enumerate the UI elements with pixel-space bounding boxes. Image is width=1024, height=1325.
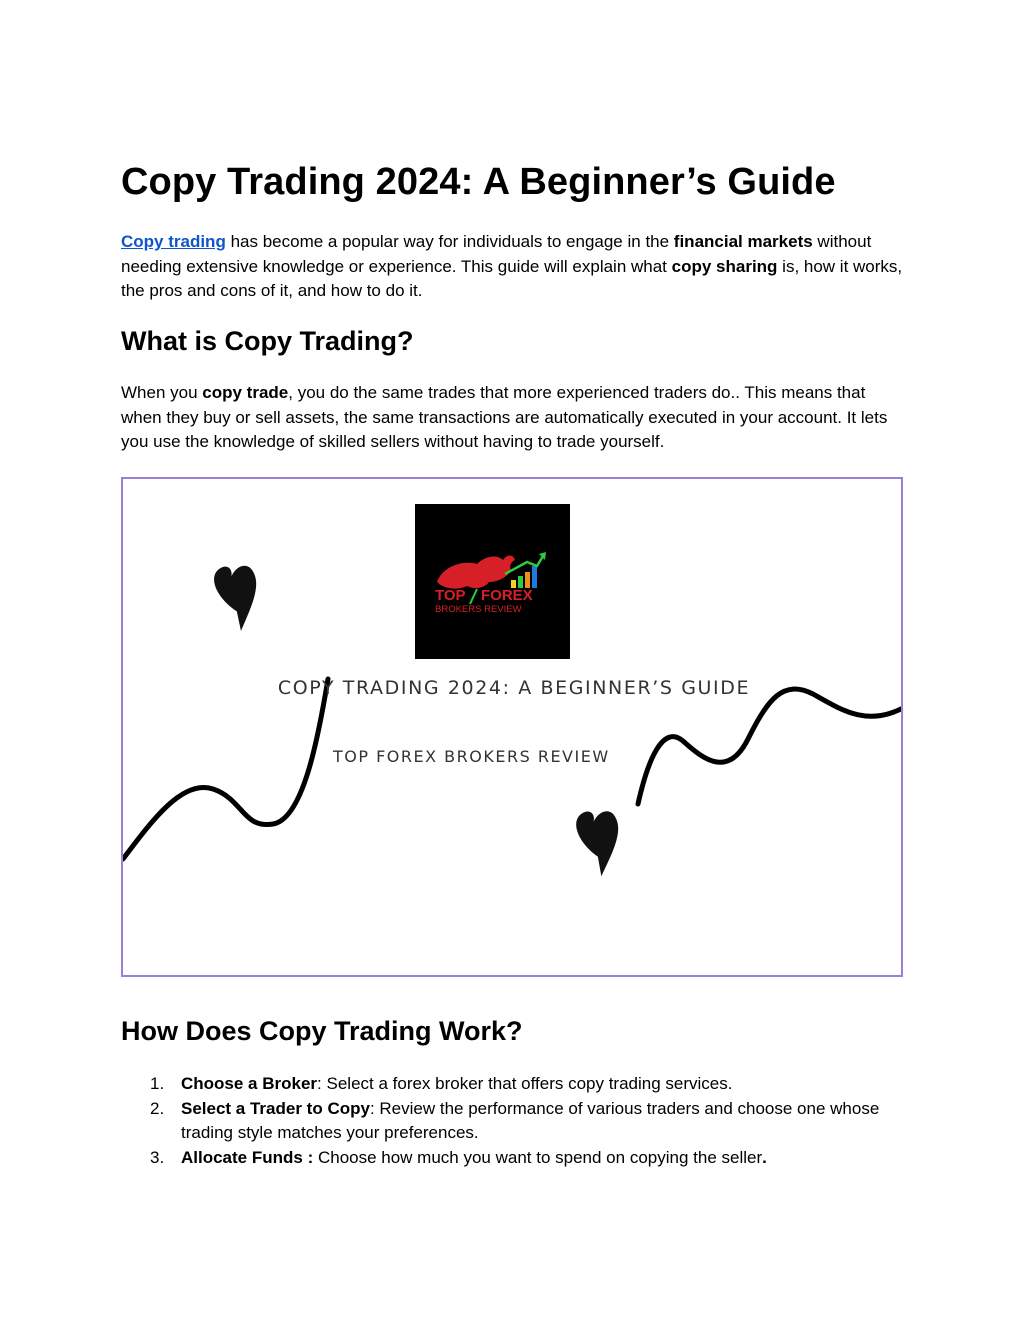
step-tail: . — [762, 1147, 767, 1167]
step-text: : Select a forex broker that offers copy trading services. — [317, 1074, 733, 1093]
logo-graphic — [415, 504, 570, 659]
what-paragraph — [121, 381, 906, 455]
step-text: : Review the performance of various traders and choose one whose trading style matches your preferences. — [181, 1098, 880, 1142]
list-item — [121, 1072, 911, 1097]
logo-subtext: BROKERS REVIEW — [435, 604, 522, 615]
list-number: 3. — [150, 1147, 165, 1167]
intro-text-3: is, how it works, the pros and cons of it, and how to do it. — [121, 256, 903, 300]
section-heading-how: How Does Copy Trading Work? — [121, 1016, 523, 1046]
intro-bold-2: copy sharing — [671, 256, 778, 276]
what-text-2: , you do the same trades that more experienced traders do.. This means that when they buy or sell assets, the same transactions are automatically executed in your account. It lets you use the knowledge of skilled sellers without having to trade yourself. — [121, 383, 888, 451]
logo-word-top: TOP — [435, 587, 466, 604]
banner-subtitle: TOP FOREX BROKERS REVIEW — [333, 747, 610, 766]
heart-icon — [212, 561, 266, 634]
intro-text-1: has become a popular way for individuals to engage in the — [225, 232, 674, 251]
brand-logo — [415, 504, 570, 659]
what-bold-1: copy trade — [202, 383, 289, 402]
intro-paragraph — [121, 230, 906, 304]
copy-trading-link[interactable]: Copy trading — [121, 232, 226, 251]
list-number: 2. — [150, 1098, 165, 1118]
what-text-1: When you — [121, 383, 203, 402]
step-title: Select a Trader to Copy — [181, 1098, 370, 1118]
page-title: Copy Trading 2024: A Beginner’s Guide — [121, 161, 836, 203]
step-title: Choose a Broker — [181, 1074, 318, 1093]
squiggle-line — [638, 689, 903, 804]
list-number: 1. — [150, 1074, 165, 1093]
intro-text-2: without needing extensive knowledge or experience. This guide will explain what — [121, 232, 872, 276]
list-item — [121, 1097, 911, 1146]
step-text: Choose how much you want to spend on copying the seller — [313, 1147, 763, 1167]
list-item — [121, 1146, 911, 1171]
bull-icon — [437, 556, 515, 589]
logo-word-forex: FOREX — [481, 587, 533, 604]
banner-image — [121, 477, 903, 977]
heart-icon — [574, 807, 626, 879]
squiggle-line — [123, 679, 328, 859]
banner-title: COPY TRADING 2024: A BEGINNER’S GUIDE — [277, 677, 751, 699]
steps-list — [121, 1072, 911, 1170]
section-heading-what: What is Copy Trading? — [121, 326, 414, 356]
step-title: Allocate Funds : — [181, 1147, 314, 1167]
intro-bold-1: financial markets — [673, 232, 813, 251]
